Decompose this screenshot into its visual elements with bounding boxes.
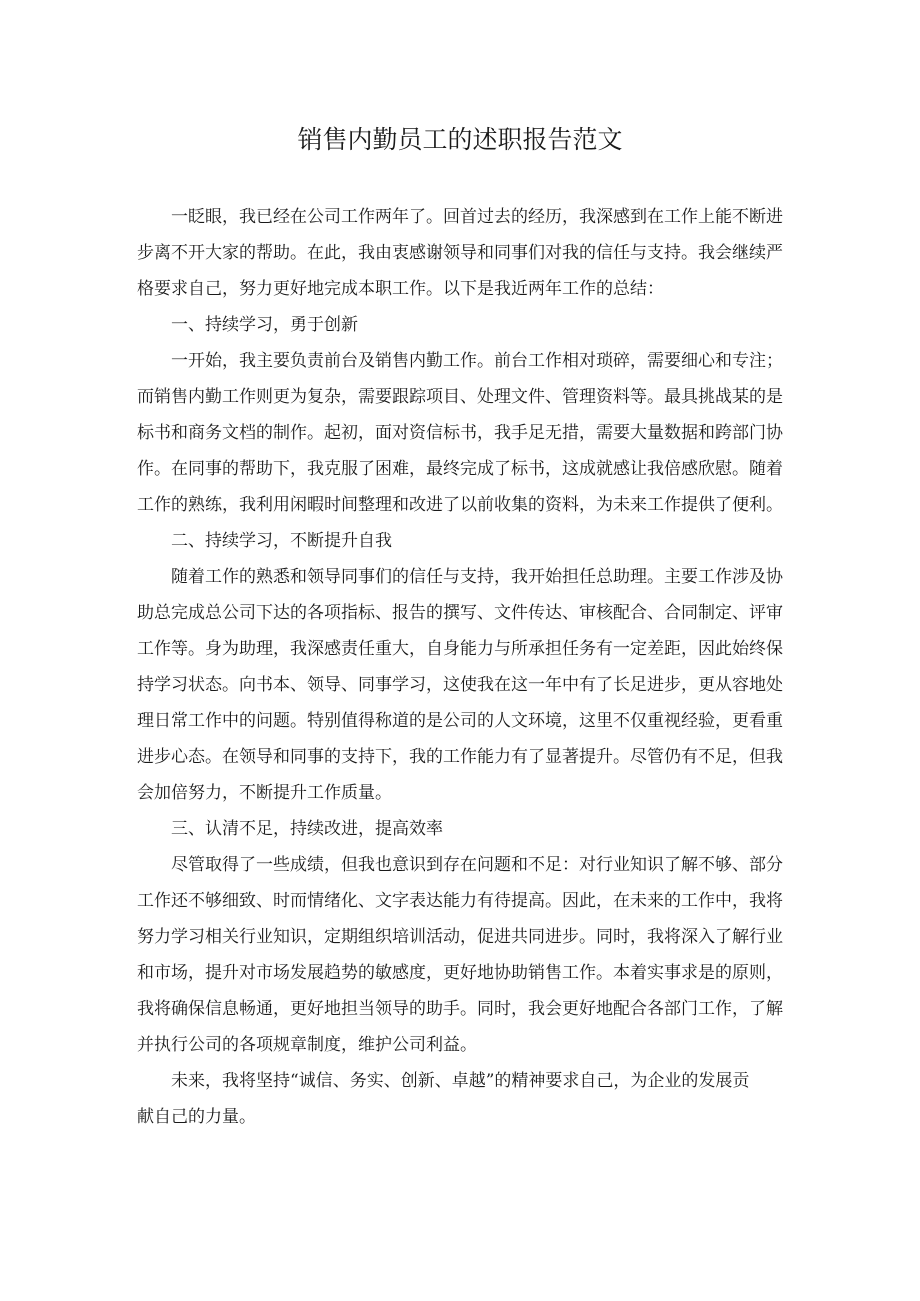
- paragraph-line: 进步心态。在领导和同事的支持下，我的工作能力有了显著提升。尽管仍有不足，但我: [137, 747, 783, 767]
- paragraph-line: 会加倍努力，不断提升工作质量。: [137, 783, 392, 803]
- paragraph-line: 标书和商务文档的制作。起初，面对资信标书，我手足无措，需要大量数据和跨部门协: [137, 423, 783, 443]
- section-heading-1: 一、持续学习，勇于创新: [171, 315, 358, 335]
- paragraph-line: 未来，我将坚持“诚信、务实、创新、卓越”的精神要求自己，为企业的发展贡: [171, 1071, 750, 1091]
- paragraph-line: 持学习状态。向书本、领导、同事学习，这使我在这一年中有了长足进步，更从容地处: [137, 675, 783, 695]
- paragraph-line: 助总完成总公司下达的各项指标、报告的撰写、文件传达、审核配合、合同制定、评审: [137, 603, 783, 623]
- paragraph-line: 工作等。身为助理，我深感责任重大，自身能力与所承担任务有一定差距，因此始终保: [137, 639, 783, 659]
- section-heading-2: 二、持续学习，不断提升自我: [171, 531, 392, 551]
- paragraph-line: 理日常工作中的问题。特别值得称道的是公司的人文环境，这里不仅重视经验，更看重: [137, 711, 783, 731]
- paragraph-line: 努力学习相关行业知识，定期组织培训活动，促进共同进步。同时，我将深入了解行业: [137, 927, 783, 947]
- paragraph-line: 尽管取得了一些成绩，但我也意识到存在问题和不足：对行业知识了解不够、部分: [171, 855, 783, 875]
- paragraph-line: 并执行公司的各项规章制度，维护公司利益。: [137, 1035, 477, 1055]
- paragraph-line: 步离不开大家的帮助。在此，我由衷感谢领导和同事们对我的信任与支持。我会继续严: [137, 243, 783, 263]
- paragraph-line: 我将确保信息畅通，更好地担当领导的助手。同时，我会更好地配合各部门工作，了解: [137, 999, 783, 1019]
- document-title: 销售内勤员工的述职报告范文: [297, 125, 623, 154]
- paragraph-line: 一眨眼，我已经在公司工作两年了。回首过去的经历，我深感到在工作上能不断进: [171, 207, 783, 227]
- paragraph-line: 随着工作的熟悉和领导同事们的信任与支持，我开始担任总助理。主要工作涉及协: [171, 567, 783, 587]
- paragraph-line: 和市场，提升对市场发展趋势的敏感度，更好地协助销售工作。本着实事求是的原则，: [137, 963, 783, 983]
- paragraph-line: 作。在同事的帮助下，我克服了困难，最终完成了标书，这成就感让我倍感欣慰。随着: [137, 459, 783, 479]
- paragraph-line: 一开始，我主要负责前台及销售内勤工作。前台工作相对琐碎，需要细心和专注；: [171, 351, 783, 371]
- section-heading-3: 三、认清不足，持续改进，提高效率: [171, 819, 443, 839]
- paragraph-line: 工作的熟练，我利用闲暇时间整理和改进了以前收集的资料，为未来工作提供了便利。: [137, 495, 783, 515]
- paragraph-line: 工作还不够细致、时而情绪化、文字表达能力有待提高。因此，在未来的工作中，我将: [137, 891, 783, 911]
- paragraph-line: 献自己的力量。: [137, 1107, 256, 1127]
- paragraph-line: 而销售内勤工作则更为复杂，需要跟踪项目、处理文件、管理资料等。最具挑战某的是: [137, 387, 783, 407]
- paragraph-line: 格要求自己，努力更好地完成本职工作。以下是我近两年工作的总结：: [137, 279, 664, 299]
